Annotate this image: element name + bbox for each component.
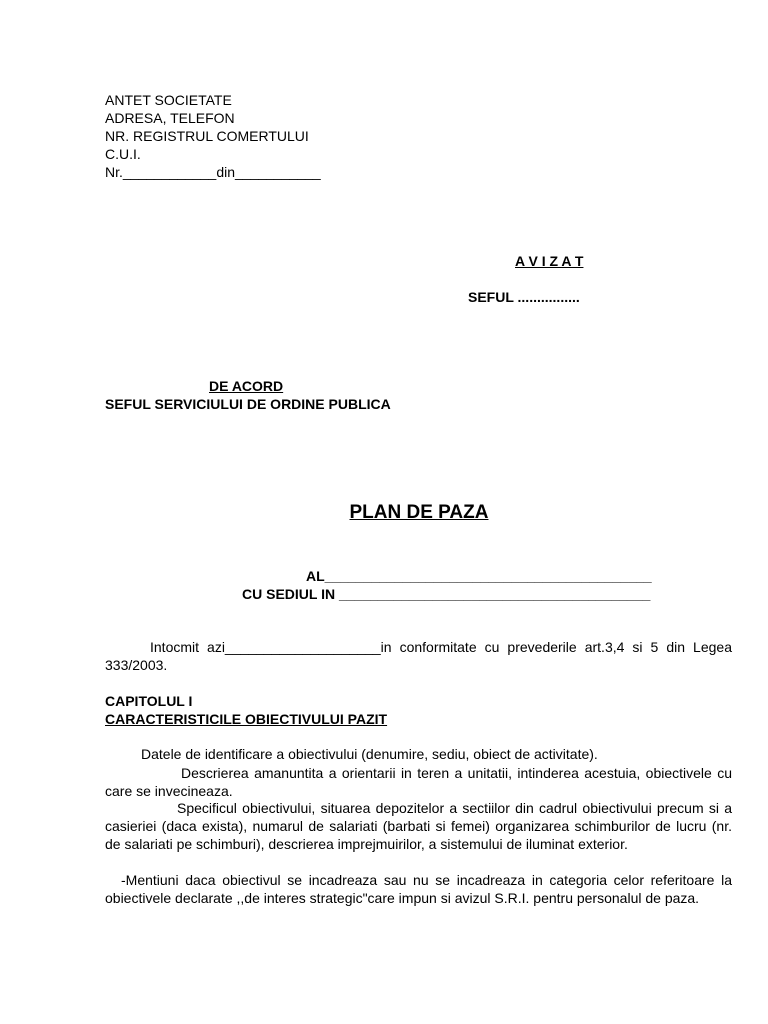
intro-paragraph: Intocmit azi____________________in conformitate cu prevederile art.3,4 si 5 din Legea 333/2003. xyxy=(105,639,732,673)
header-address-phone: ADRESA, TELEFON xyxy=(105,110,235,126)
header-cui: C.U.I. xyxy=(105,146,141,162)
paragraph-specifics: Specificul obiectivului, situarea depozitelor a sectiilor din cadrul obiectivului precum si a casieriei (daca exista), numarul de salariati (barbati si femei) organizarea schimburilor de lucru (nr. de salariati pe schimburi), descrierea imprejmuirilor, a sistemului de iluminat exterior. xyxy=(105,800,732,852)
paragraph-orientation: Descrierea amanuntita a orientarii in teren a unitatii, intinderea acestuia, obiectivele cu care se invecineaza. xyxy=(105,765,732,799)
sediul-line: CU SEDIUL IN ________________________________________ xyxy=(242,586,651,602)
chapter-title: CARACTERISTICILE OBIECTIVULUI PAZIT xyxy=(105,711,388,727)
avizat-label: A V I Z A T xyxy=(515,253,584,269)
paragraph-strategic-interest: -Mentiuni daca obiectivul se incadreaza sau nu se incadreaza in categoria celor referitoare la obiectivele declarate ,,de interes strategic"care impun si avizul S.R.I. pentru personalul de paza. xyxy=(105,872,732,906)
de-acord-label: DE ACORD xyxy=(209,378,284,394)
al-line: AL__________________________________________ xyxy=(306,568,652,584)
de-acord-seful: SEFUL SERVICIULUI DE ORDINE PUBLICA xyxy=(105,396,391,412)
header-trade-register: NR. REGISTRUL COMERTULUI xyxy=(105,128,309,144)
paragraph-identification: Datele de identificare a obiectivului (denumire, sediu, obiect de activitate). xyxy=(141,746,598,762)
avizat-seful: SEFUL ................ xyxy=(468,289,580,305)
page-title: PLAN DE PAZA xyxy=(349,502,489,523)
chapter-number: CAPITOLUL I xyxy=(105,693,193,709)
header-registration-number: Nr.____________din___________ xyxy=(105,164,321,180)
header-company-letterhead: ANTET SOCIETATE xyxy=(105,92,232,108)
